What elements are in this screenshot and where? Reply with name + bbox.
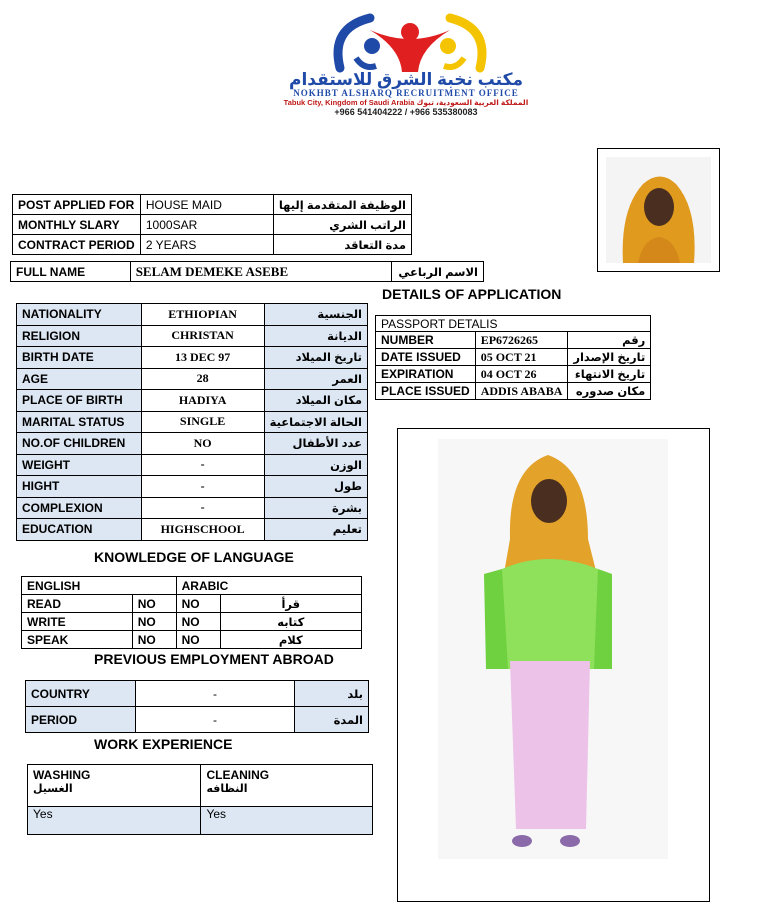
company-phones: +966 541404222 / +966 535380083 (334, 107, 478, 117)
detail-label: HIGHT (17, 476, 142, 498)
experience-value: Yes (28, 807, 201, 835)
detail-value: - (141, 454, 264, 476)
detail-value: 13 DEC 97 (141, 347, 264, 369)
passport-label-arabic: تاريخ الإصدار (568, 349, 651, 366)
detail-label-arabic: تعليم (264, 519, 367, 541)
passport-label-arabic: مكان صدوره (568, 383, 651, 400)
language-skill-arabic: قرأ (220, 595, 361, 613)
language-arabic-value: NO (176, 595, 220, 613)
headshot-photo-frame (597, 148, 720, 272)
table-row (17, 347, 368, 369)
language-skill: READ (22, 595, 133, 613)
passport-value: ADDIS ABABA (475, 383, 568, 400)
table-row (376, 349, 651, 366)
table-row (17, 368, 368, 390)
language-col-english: ENGLISH (22, 577, 177, 595)
language-skill: WRITE (22, 613, 133, 631)
table-row (17, 476, 368, 498)
passport-value: 05 OCT 21 (475, 349, 568, 366)
detail-label-arabic: بشرة (264, 497, 367, 519)
detail-label: WEIGHT (17, 454, 142, 476)
headshot-photo (598, 149, 719, 271)
details-table (16, 303, 368, 541)
table-row (376, 316, 651, 332)
job-label-arabic: الوظيفة المتقدمة إليها (273, 195, 411, 215)
experience-cell (201, 765, 373, 807)
employment-label-arabic: بلد (295, 681, 369, 707)
employment-table (25, 680, 369, 733)
job-label: MONTHLY SLARY (13, 215, 141, 235)
detail-label-arabic: الحالة الاجتماعية (264, 411, 367, 433)
table-row (17, 497, 368, 519)
language-skill: SPEAK (22, 631, 133, 649)
detail-value: SINGLE (141, 411, 264, 433)
company-name-arabic: مكتب نخبة الشرق للاستقدام (289, 70, 523, 89)
detail-label: NATIONALITY (17, 304, 142, 326)
passport-label: NUMBER (376, 332, 476, 349)
job-label: CONTRACT PERIOD (13, 235, 141, 255)
detail-label: EDUCATION (17, 519, 142, 541)
full-name-label-arabic: الاسم الرباعي (391, 262, 483, 282)
detail-label-arabic: العمر (264, 368, 367, 390)
details-title: DETAILS OF APPLICATION (382, 286, 562, 302)
detail-label: PLACE OF BIRTH (17, 390, 142, 412)
detail-label-arabic: الوزن (264, 454, 367, 476)
table-row (17, 304, 368, 326)
employment-title: PREVIOUS EMPLOYMENT ABROAD (94, 651, 334, 667)
detail-label: NO.OF CHILDREN (17, 433, 142, 455)
table-row (26, 707, 369, 733)
job-label-arabic: الراتب الشري (273, 215, 411, 235)
language-english-value: NO (132, 613, 176, 631)
table-row (22, 613, 362, 631)
table-row (13, 195, 412, 215)
employment-label: PERIOD (26, 707, 136, 733)
detail-label-arabic: تاريخ الميلاد (264, 347, 367, 369)
experience-label-arabic: النظافه (206, 783, 248, 795)
table-row (376, 383, 651, 400)
table-row (22, 631, 362, 649)
detail-value: - (141, 497, 264, 519)
passport-label: PLACE ISSUED (376, 383, 476, 400)
experience-label: CLEANING (206, 768, 270, 782)
table-row (17, 519, 368, 541)
table-row (376, 332, 651, 349)
passport-value: 04 OCT 26 (475, 366, 568, 383)
location-arabic: المملكة العربية السعودية، تبوك (416, 98, 529, 107)
experience-title: WORK EXPERIENCE (94, 736, 233, 752)
detail-value: CHRISTAN (141, 325, 264, 347)
language-title: KNOWLEDGE OF LANGUAGE (94, 549, 294, 565)
experience-table (27, 764, 373, 835)
job-value: 2 YEARS (140, 235, 273, 255)
language-skill-arabic: كلام (220, 631, 361, 649)
detail-label-arabic: مكان الميلاد (264, 390, 367, 412)
experience-value: Yes (201, 807, 373, 835)
location-english: Tabuk City, Kingdom of Saudi Arabia (283, 98, 415, 107)
job-table (12, 194, 412, 255)
detail-label: COMPLEXION (17, 497, 142, 519)
detail-label-arabic: الجنسية (264, 304, 367, 326)
detail-value: NO (141, 433, 264, 455)
detail-value: 28 (141, 368, 264, 390)
passport-value: EP6726265 (475, 332, 568, 349)
full-body-photo (398, 429, 709, 901)
passport-label: EXPIRATION (376, 366, 476, 383)
table-row (13, 235, 412, 255)
full-body-photo-frame (397, 428, 710, 902)
table-row (28, 807, 373, 835)
company-name-english: NOKHBT ALSHARQ RECRUITMENT OFFICE (293, 88, 519, 98)
table-row (17, 325, 368, 347)
language-arabic-value: NO (176, 631, 220, 649)
language-arabic-value: NO (176, 613, 220, 631)
detail-label: RELIGION (17, 325, 142, 347)
detail-label-arabic: طول (264, 476, 367, 498)
passport-label: DATE ISSUED (376, 349, 476, 366)
language-english-value: NO (132, 595, 176, 613)
table-row (11, 262, 484, 282)
experience-label-arabic: الغسيل (33, 783, 73, 795)
table-row (376, 366, 651, 383)
full-name-value: SELAM DEMEKE ASEBE (130, 262, 391, 282)
employment-value: - (135, 707, 294, 733)
company-location (246, 98, 566, 107)
table-row (17, 433, 368, 455)
passport-label-arabic: رقم (568, 332, 651, 349)
table-row (22, 595, 362, 613)
full-name-label: FULL NAME (11, 262, 131, 282)
language-skill-arabic: كتابه (220, 613, 361, 631)
table-row (17, 411, 368, 433)
detail-label-arabic: الديانة (264, 325, 367, 347)
table-row (22, 577, 362, 595)
detail-label: BIRTH DATE (17, 347, 142, 369)
experience-label: WASHING (33, 768, 91, 782)
job-label: POST APPLIED FOR (13, 195, 141, 215)
table-row (13, 215, 412, 235)
table-row (17, 390, 368, 412)
language-table (21, 576, 362, 649)
job-value: HOUSE MAID (140, 195, 273, 215)
passport-label-arabic: تاريخ الانتهاء (568, 366, 651, 383)
passport-table (375, 315, 651, 400)
detail-label: MARITAL STATUS (17, 411, 142, 433)
job-value: 1000SAR (140, 215, 273, 235)
job-label-arabic: مدة التعاقد (273, 235, 411, 255)
language-col-arabic: ARABIC (176, 577, 361, 595)
employment-value: - (135, 681, 294, 707)
language-english-value: NO (132, 631, 176, 649)
detail-label: AGE (17, 368, 142, 390)
passport-title: PASSPORT DETALIS (376, 316, 651, 332)
table-row (17, 454, 368, 476)
full-name-table (10, 261, 484, 282)
detail-label-arabic: عدد الأطفال (264, 433, 367, 455)
detail-value: ETHIOPIAN (141, 304, 264, 326)
detail-value: HIGHSCHOOL (141, 519, 264, 541)
employment-label-arabic: المدة (295, 707, 369, 733)
table-row (28, 765, 373, 807)
experience-cell (28, 765, 201, 807)
table-row (26, 681, 369, 707)
detail-value: - (141, 476, 264, 498)
employment-label: COUNTRY (26, 681, 136, 707)
detail-value: HADIYA (141, 390, 264, 412)
